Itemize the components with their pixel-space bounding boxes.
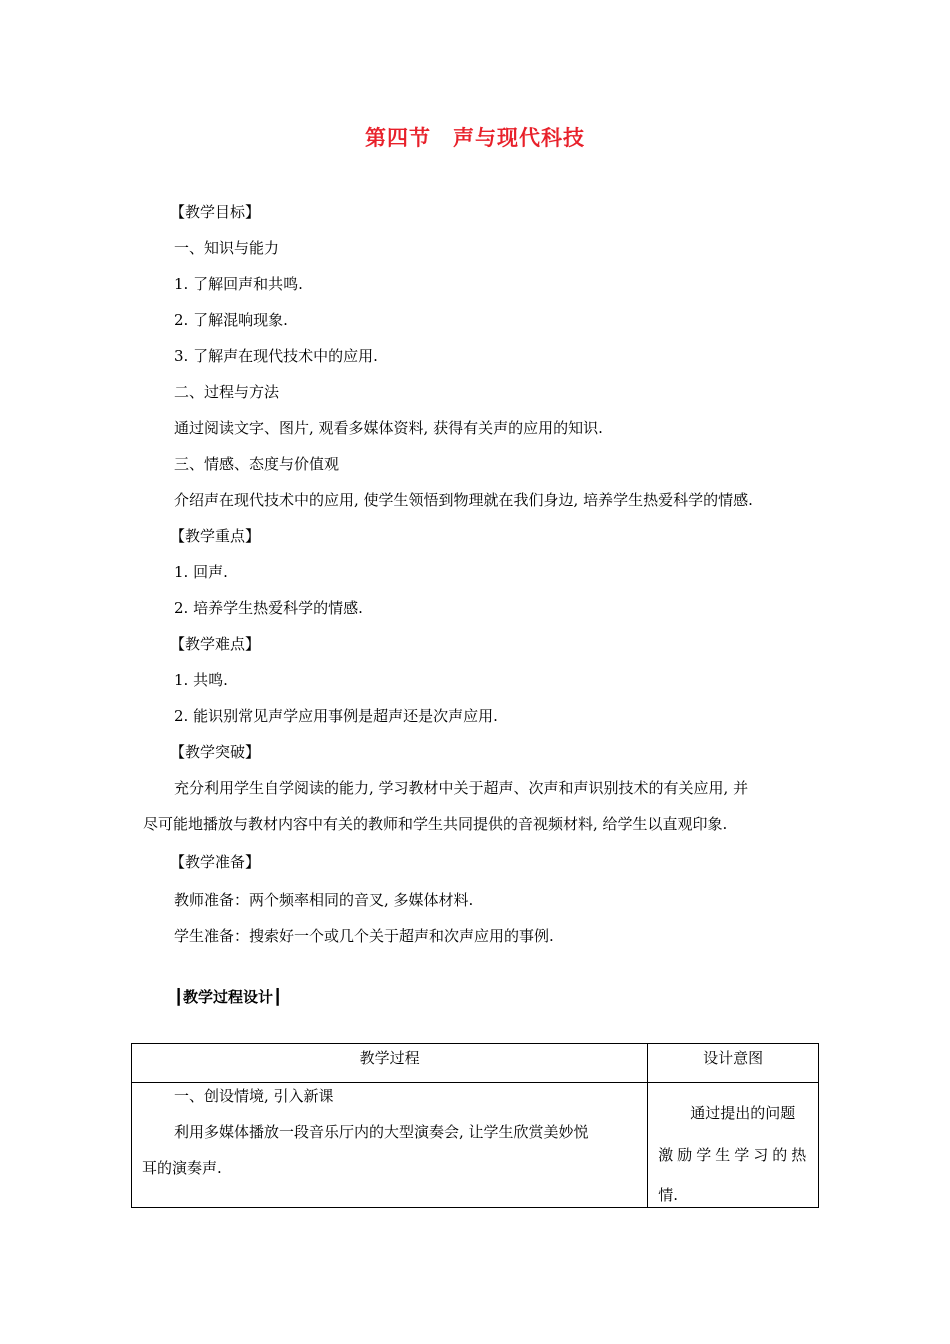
intent-text-line-3: 情. [658, 1186, 679, 1204]
teacher-preparation: 教师准备：两个频率相同的音叉, 多媒体材料. [174, 891, 474, 909]
column-header-process: 教学过程 [132, 1044, 648, 1083]
key-point-item-1: 1. 回声. [174, 563, 228, 581]
key-points-heading: 【教学重点】 [170, 527, 261, 545]
difficulty-item-2: 2. 能识别常见声学应用事例是超声还是次声应用. [174, 707, 498, 725]
objective-section-2-text: 通过阅读文字、图片, 观看多媒体资料, 获得有关声的应用的知识. [174, 419, 603, 437]
intent-text-line-1: 通过提出的问题 [690, 1104, 796, 1122]
difficulties-heading: 【教学难点】 [170, 635, 261, 653]
key-point-item-2: 2. 培养学生热爱科学的情感. [174, 599, 363, 617]
objective-section-3-heading: 三、情感、态度与价值观 [174, 455, 340, 473]
intent-text-line-2: 激励学生学习的热 [658, 1146, 811, 1164]
process-step-text-line-2: 耳的演奏声. [142, 1159, 222, 1177]
objective-section-3-text: 介绍声在现代技术中的应用, 使学生领悟到物理就在我们身边, 培养学生热爱科学的情感. [174, 491, 753, 509]
breakthrough-text-line-2: 尽可能地播放与教材内容中有关的教师和学生共同提供的音视频材料, 给学生以直观印象. [143, 815, 728, 833]
preparation-heading: 【教学准备】 [170, 853, 261, 871]
page-title: 第四节 声与现代科技 [365, 126, 585, 150]
column-header-intent: 设计意图 [648, 1044, 819, 1083]
student-preparation: 学生准备：搜索好一个或几个关于超声和次声应用的事例. [174, 927, 554, 945]
objective-item-3: 3. 了解声在现代技术中的应用. [174, 347, 378, 365]
objectives-heading: 【教学目标】 [170, 203, 261, 221]
objective-section-1-heading: 一、知识与能力 [174, 239, 280, 257]
table-header-row [132, 1044, 819, 1083]
difficulty-item-1: 1. 共鸣. [174, 671, 228, 689]
objective-item-1: 1. 了解回声和共鸣. [174, 275, 303, 293]
intent-cell [648, 1083, 819, 1208]
process-step-text-line-1: 利用多媒体播放一段音乐厅内的大型演奏会, 让学生欣赏美妙悦 [174, 1123, 589, 1141]
process-design-heading: ┃教学过程设计┃ [174, 988, 283, 1006]
objective-section-2-heading: 二、过程与方法 [174, 383, 280, 401]
objective-item-2: 2. 了解混响现象. [174, 311, 288, 329]
table-row [132, 1083, 819, 1208]
breakthrough-heading: 【教学突破】 [170, 743, 261, 761]
process-table [131, 1043, 819, 1208]
process-cell [132, 1083, 648, 1208]
process-step-heading: 一、创设情境, 引入新课 [174, 1087, 334, 1105]
breakthrough-text-line-1: 充分利用学生自学阅读的能力, 学习教材中关于超声、次声和声识别技术的有关应用, 并 [174, 779, 749, 797]
